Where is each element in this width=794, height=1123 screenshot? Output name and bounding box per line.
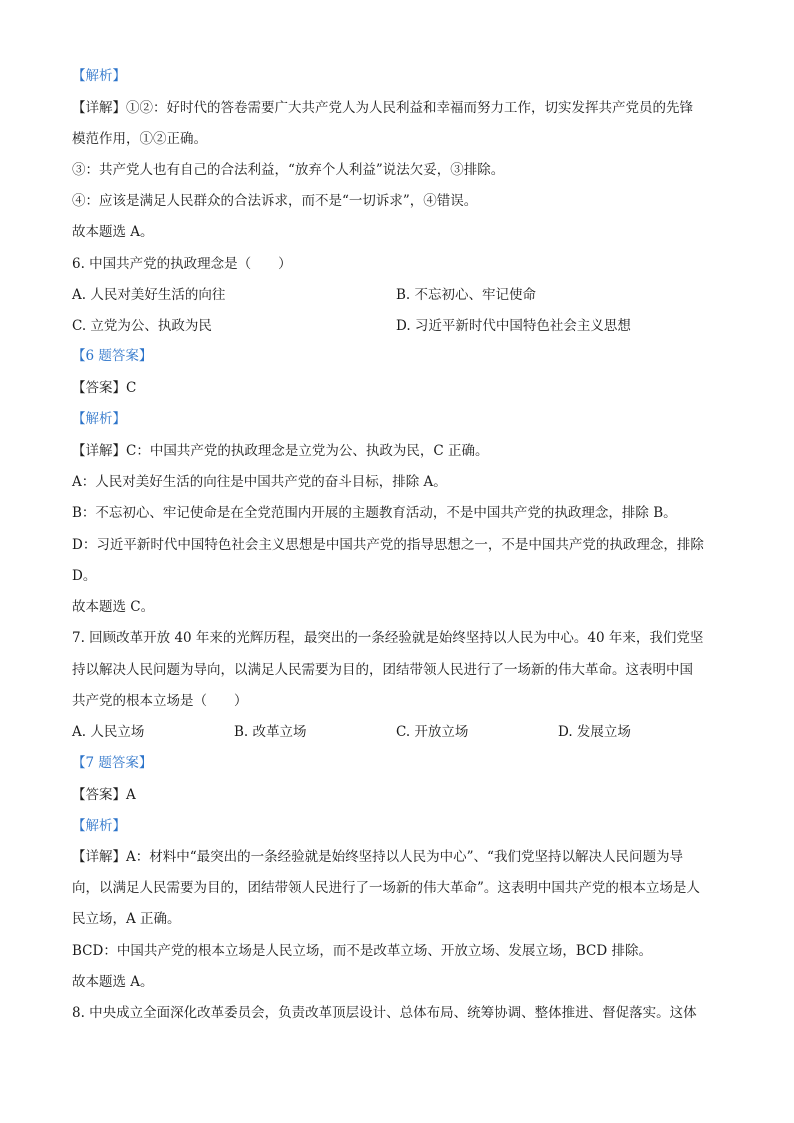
q7-option-b: B. 改革立场: [234, 724, 307, 740]
q6-detail-line-2: A：人民对美好生活的向往是中国共产党的奋斗目标，排除 A。: [72, 474, 447, 490]
q7-question-line-3: 共产党的根本立场是（ ）: [72, 693, 248, 709]
q6-analysis-heading: 【解析】: [72, 411, 126, 427]
q7-answer: 【答案】A: [72, 787, 136, 803]
q5-analysis-heading: 【解析】: [72, 68, 126, 84]
q7-option-d: D. 发展立场: [558, 724, 631, 740]
q6-answer: 【答案】C: [72, 380, 137, 396]
q5-detail-line-4: ④：应该是满足人民群众的合法诉求，而不是“一切诉求”，④错误。: [72, 193, 478, 209]
q6-question: 6. 中国共产党的执政理念是（ ）: [72, 256, 292, 272]
q7-detail-line-1: 【详解】A：材料中“最突出的一条经验就是始终坚持以人民为中心”、“我们党坚持以解决人民问题为导: [72, 849, 683, 865]
q7-detail-line-3: 民立场，A 正确。: [72, 911, 181, 927]
q6-option-b: B. 不忘初心、牢记使命: [396, 287, 537, 303]
q6-detail-line-3: B：不忘初心、牢记使命是在全党范围内开展的主题教育活动，不是中国共产党的执政理念，排除 B。: [72, 505, 677, 521]
q5-detail-line-3: ③：共产党人也有自己的合法利益，“放弃个人利益”说法欠妥，③排除。: [72, 162, 505, 178]
q6-option-d: D. 习近平新时代中国特色社会主义思想: [396, 318, 631, 334]
q7-conclusion: 故本题选 A。: [72, 974, 154, 990]
q6-conclusion: 故本题选 C。: [72, 599, 155, 615]
q6-detail-line-4: D：习近平新时代中国特色社会主义思想是中国共产党的指导思想之一，不是中国共产党的执政理念，排除: [72, 537, 704, 553]
q5-conclusion: 故本题选 A。: [72, 224, 154, 240]
q7-option-c: C. 开放立场: [396, 724, 469, 740]
q7-detail-line-4: BCD：中国共产党的根本立场是人民立场，而不是改革立场、开放立场、发展立场，BCD 排除。: [72, 943, 652, 959]
q6-option-c: C. 立党为公、执政为民: [72, 318, 212, 334]
q6-option-a: A. 人民对美好生活的向往: [72, 287, 226, 303]
q7-analysis-heading: 【解析】: [72, 818, 126, 834]
q7-question-line-1: 7. 回顾改革开放 40 年来的光辉历程，最突出的一条经验就是始终坚持以人民为中心。40 年来，我们党坚: [72, 630, 704, 646]
q7-option-a: A. 人民立场: [72, 724, 145, 740]
q7-detail-line-2: 向，以满足人民需要为目的，团结带领人民进行了一场新的伟大革命”。这表明中国共产党的根本立场是人: [72, 880, 700, 896]
q6-detail-line-5: D。: [72, 568, 97, 584]
q7-answer-heading: 【7 题答案】: [72, 755, 153, 771]
q6-answer-heading: 【6 题答案】: [72, 348, 153, 364]
q5-detail-line-2: 模范作用，①②正确。: [72, 131, 207, 147]
q8-question-line-1: 8. 中央成立全面深化改革委员会，负责改革顶层设计、总体布局、统筹协调、整体推进、督促落实。这体: [72, 1005, 697, 1021]
q7-question-line-2: 持以解决人民问题为导向，以满足人民需要为目的，团结带领人民进行了一场新的伟大革命。这表明中国: [72, 662, 693, 678]
q5-detail-line-1: 【详解】①②：好时代的答卷需要广大共产党人为人民利益和幸福而努力工作，切实发挥共产党员的先锋: [72, 100, 693, 116]
q6-detail-line-1: 【详解】C：中国共产党的执政理念是立党为公、执政为民，C 正确。: [72, 443, 489, 459]
